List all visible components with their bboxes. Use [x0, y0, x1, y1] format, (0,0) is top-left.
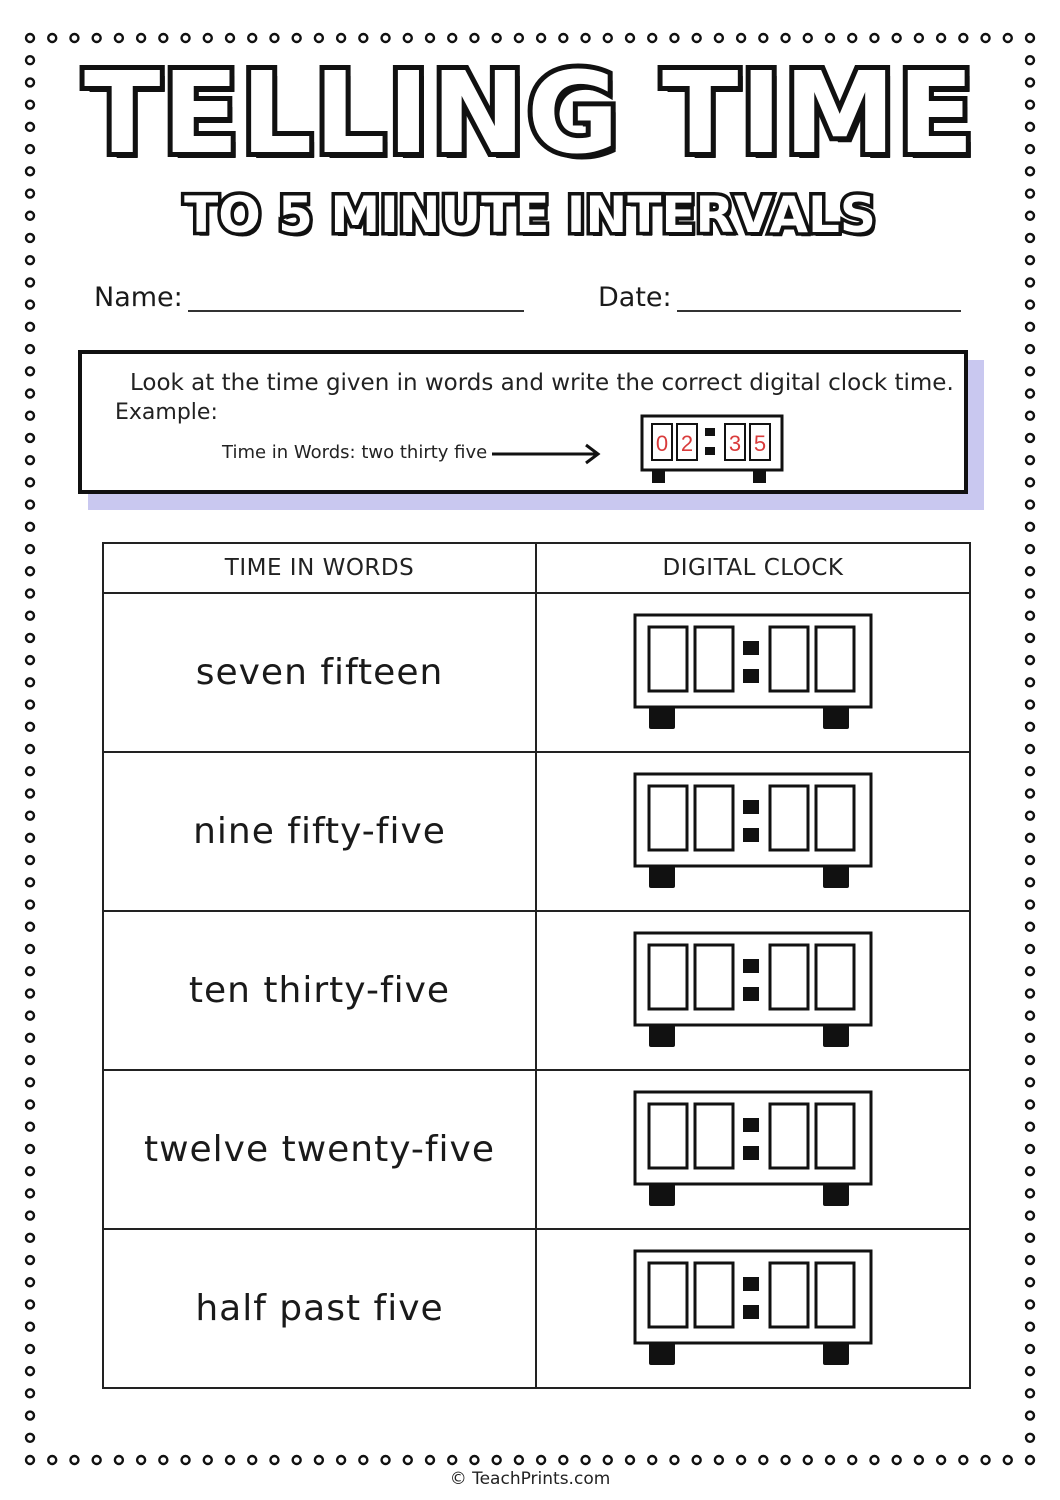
border-dot [137, 1456, 145, 1464]
border-dot [26, 1345, 34, 1353]
border-dot [26, 1034, 34, 1042]
border-dot [26, 923, 34, 931]
border-dot [26, 1056, 34, 1064]
border-dot [670, 1456, 678, 1464]
border-dot [293, 1456, 301, 1464]
border-dot [1026, 278, 1034, 286]
time-in-words-cell: seven fifteen [103, 593, 536, 752]
border-dot [1026, 678, 1034, 686]
border-dot [26, 323, 34, 331]
border-dot [870, 1456, 878, 1464]
table-row [103, 1070, 970, 1229]
blank-digital-clock [633, 1249, 873, 1369]
border-dot [26, 812, 34, 820]
border-dot [1026, 1123, 1034, 1131]
border-dot [1004, 34, 1012, 42]
name-input-line[interactable] [188, 310, 524, 312]
border-dot [604, 1456, 612, 1464]
example-label: Example: [115, 400, 218, 425]
border-dot [715, 1456, 723, 1464]
border-dot [1026, 345, 1034, 353]
border-dot [1026, 1456, 1034, 1464]
border-dot [1026, 1234, 1034, 1242]
border-dot [1026, 1078, 1034, 1086]
time-in-words-cell: ten thirty-five [103, 911, 536, 1070]
border-dot [1026, 589, 1034, 597]
table-header-row [103, 543, 970, 593]
border-dot [515, 1456, 523, 1464]
border-dot [1026, 545, 1034, 553]
border-dot [359, 1456, 367, 1464]
example-digital-clock [640, 414, 785, 484]
border-dot [1026, 1145, 1034, 1153]
border-dot [26, 1323, 34, 1331]
border-dot [115, 34, 123, 42]
header-digital-clock: DIGITAL CLOCK [536, 543, 970, 593]
border-dot [1026, 323, 1034, 331]
border-dot [848, 34, 856, 42]
border-dot [626, 34, 634, 42]
border-dot [26, 1167, 34, 1175]
border-dot [26, 589, 34, 597]
border-dot [937, 1456, 945, 1464]
border-dot [248, 1456, 256, 1464]
border-dot [1004, 1456, 1012, 1464]
digital-clock-answer-cell[interactable] [536, 1070, 970, 1229]
footer-copyright: © TeachPrints.com [449, 1469, 611, 1489]
border-dot [648, 34, 656, 42]
border-dot [693, 34, 701, 42]
border-dot [782, 34, 790, 42]
border-dot [26, 1389, 34, 1397]
digital-clock-answer-cell[interactable] [536, 1229, 970, 1388]
border-dot [1026, 367, 1034, 375]
border-dot [382, 1456, 390, 1464]
border-dot [1026, 1256, 1034, 1264]
border-dot [1026, 523, 1034, 531]
border-dot [182, 34, 190, 42]
border-dot [26, 278, 34, 286]
border-dot [26, 1101, 34, 1109]
border-dot [26, 1234, 34, 1242]
border-dot [182, 1456, 190, 1464]
border-dot [1026, 567, 1034, 575]
border-dot [626, 1456, 634, 1464]
border-dot [1026, 501, 1034, 509]
border-dot [26, 1256, 34, 1264]
border-dot [1026, 701, 1034, 709]
border-dot [470, 1456, 478, 1464]
border-dot [559, 1456, 567, 1464]
border-dot [826, 34, 834, 42]
border-dot [1026, 1300, 1034, 1308]
border-dot [315, 34, 323, 42]
border-dot [26, 656, 34, 664]
border-dot [404, 1456, 412, 1464]
border-dot [1026, 767, 1034, 775]
worksheet-table [102, 542, 971, 1389]
border-dot [1026, 878, 1034, 886]
border-dot [26, 567, 34, 575]
border-dot [493, 1456, 501, 1464]
border-dot [26, 834, 34, 842]
border-dot [93, 34, 101, 42]
border-dot [759, 1456, 767, 1464]
border-dot [226, 34, 234, 42]
time-in-words-cell: half past five [103, 1229, 536, 1388]
border-dot [1026, 812, 1034, 820]
border-dot [26, 612, 34, 620]
border-dot [115, 1456, 123, 1464]
border-dot [870, 34, 878, 42]
border-dot [93, 1456, 101, 1464]
border-dot [1026, 1412, 1034, 1420]
digital-clock-answer-cell[interactable] [536, 752, 970, 911]
blank-digital-clock [633, 1090, 873, 1210]
border-dot [26, 545, 34, 553]
border-dot [915, 34, 923, 42]
example-digit: 3 [728, 431, 742, 456]
border-dot [26, 345, 34, 353]
border-dot [26, 390, 34, 398]
border-dot [1026, 1167, 1034, 1175]
border-dot [1026, 1434, 1034, 1442]
border-dot [1026, 1212, 1034, 1220]
border-dot [737, 34, 745, 42]
border-dot [1026, 923, 1034, 931]
border-dot [26, 745, 34, 753]
border-dot [248, 34, 256, 42]
border-dot [804, 1456, 812, 1464]
border-dot [982, 34, 990, 42]
border-dot [315, 1456, 323, 1464]
page-subtitle: TO 5 MINUTE INTERVALS [184, 186, 876, 244]
border-dot [26, 301, 34, 309]
table-row [103, 1229, 970, 1388]
border-dot [26, 723, 34, 731]
border-dot [204, 1456, 212, 1464]
border-dot [26, 945, 34, 953]
border-dot [26, 1012, 34, 1020]
border-dot [1026, 967, 1034, 975]
border-dot [1026, 945, 1034, 953]
border-dot [359, 34, 367, 42]
border-dot [382, 34, 390, 42]
border-dot [26, 412, 34, 420]
table-row [103, 752, 970, 911]
border-dot [26, 989, 34, 997]
border-dot [26, 34, 34, 42]
border-dot [1026, 434, 1034, 442]
border-dot [1026, 34, 1034, 42]
border-dot [959, 34, 967, 42]
border-dot [26, 967, 34, 975]
border-dot [337, 1456, 345, 1464]
border-dot [515, 34, 523, 42]
border-dot [26, 1300, 34, 1308]
border-dot [604, 34, 612, 42]
border-dot [1026, 256, 1034, 264]
border-dot [26, 478, 34, 486]
border-dot [26, 1412, 34, 1420]
border-dot [1026, 301, 1034, 309]
border-dot [1026, 1189, 1034, 1197]
border-dot [915, 1456, 923, 1464]
border-dot [404, 34, 412, 42]
border-dot [26, 1434, 34, 1442]
border-dot [159, 34, 167, 42]
border-dot [1026, 1101, 1034, 1109]
example-words: Time in Words: two thirty five [222, 442, 488, 463]
header-time-in-words: TIME IN WORDS [103, 543, 536, 593]
border-dot [693, 1456, 701, 1464]
border-dot [48, 1456, 56, 1464]
border-dot [1026, 456, 1034, 464]
border-dot [582, 34, 590, 42]
border-dot [26, 434, 34, 442]
border-dot [26, 789, 34, 797]
border-dot [70, 34, 78, 42]
border-dot [893, 34, 901, 42]
border-dot [26, 1278, 34, 1286]
border-dot [804, 34, 812, 42]
border-dot [1026, 1367, 1034, 1375]
border-dot [26, 678, 34, 686]
border-dot [537, 34, 545, 42]
border-dot [1026, 1012, 1034, 1020]
border-dot [1026, 412, 1034, 420]
border-dot [493, 34, 501, 42]
example-digit: 5 [753, 431, 767, 456]
border-dot [26, 1145, 34, 1153]
border-dot [26, 634, 34, 642]
border-dot [1026, 656, 1034, 664]
border-dot [959, 1456, 967, 1464]
border-dot [1026, 834, 1034, 842]
border-dot [26, 701, 34, 709]
border-dot [1026, 989, 1034, 997]
border-dot [337, 34, 345, 42]
border-dot [270, 1456, 278, 1464]
border-dot [537, 1456, 545, 1464]
border-dot [26, 1123, 34, 1131]
border-dot [270, 34, 278, 42]
border-dot [737, 1456, 745, 1464]
border-dot [26, 1189, 34, 1197]
border-dot [26, 767, 34, 775]
border-dot [426, 34, 434, 42]
table-row [103, 593, 970, 752]
border-dot [26, 1212, 34, 1220]
border-dot [848, 1456, 856, 1464]
border-dot [1026, 789, 1034, 797]
border-dot [159, 1456, 167, 1464]
blank-digital-clock [633, 613, 873, 733]
border-dot [26, 1456, 34, 1464]
border-dot [204, 34, 212, 42]
border-dot [26, 1367, 34, 1375]
border-dot [26, 901, 34, 909]
example-digit: 0 [655, 431, 669, 456]
border-dot [1026, 612, 1034, 620]
border-dot [470, 34, 478, 42]
border-dot [1026, 723, 1034, 731]
border-dot [1026, 478, 1034, 486]
digital-clock-answer-cell[interactable] [536, 593, 970, 752]
border-dot [48, 34, 56, 42]
border-dot [26, 367, 34, 375]
table-row [103, 911, 970, 1070]
arrow-right-icon [492, 442, 604, 466]
border-dot [759, 34, 767, 42]
border-dot [70, 1456, 78, 1464]
border-dot [559, 34, 567, 42]
border-dot [426, 1456, 434, 1464]
border-dot [293, 34, 301, 42]
border-dot [448, 1456, 456, 1464]
border-dot [826, 1456, 834, 1464]
date-label: Date: [598, 282, 672, 313]
border-dot [137, 34, 145, 42]
border-dot [26, 856, 34, 864]
border-dot [893, 1456, 901, 1464]
border-dot [26, 878, 34, 886]
border-dot [1026, 901, 1034, 909]
digital-clock-answer-cell[interactable] [536, 911, 970, 1070]
example-digit: 2 [680, 431, 694, 456]
border-dot [26, 256, 34, 264]
border-dot [782, 1456, 790, 1464]
border-dot [1026, 745, 1034, 753]
border-dot [26, 456, 34, 464]
border-dot [1026, 1034, 1034, 1042]
border-dot [26, 523, 34, 531]
border-dot [648, 1456, 656, 1464]
border-dot [448, 34, 456, 42]
border-dot [1026, 1323, 1034, 1331]
instructions-box [78, 350, 968, 494]
border-dot [937, 34, 945, 42]
border-dot [1026, 1345, 1034, 1353]
border-dot [1026, 1278, 1034, 1286]
date-input-line[interactable] [677, 310, 961, 312]
instructions-text: Look at the time given in words and write the correct digital clock time. [130, 370, 954, 396]
border-dot [1026, 634, 1034, 642]
border-dot [26, 1078, 34, 1086]
blank-digital-clock [633, 772, 873, 892]
border-dot [670, 34, 678, 42]
border-dot [1026, 856, 1034, 864]
blank-digital-clock [633, 931, 873, 1051]
border-dot [26, 501, 34, 509]
name-label: Name: [94, 282, 183, 313]
border-dot [715, 34, 723, 42]
border-dot [982, 1456, 990, 1464]
border-dot [1026, 390, 1034, 398]
page-title: TELLING TIME [84, 49, 976, 179]
time-in-words-cell: twelve twenty-five [103, 1070, 536, 1229]
border-dot [1026, 1389, 1034, 1397]
time-in-words-cell: nine fifty-five [103, 752, 536, 911]
border-dot [582, 1456, 590, 1464]
border-dot [226, 1456, 234, 1464]
border-dot [1026, 1056, 1034, 1064]
